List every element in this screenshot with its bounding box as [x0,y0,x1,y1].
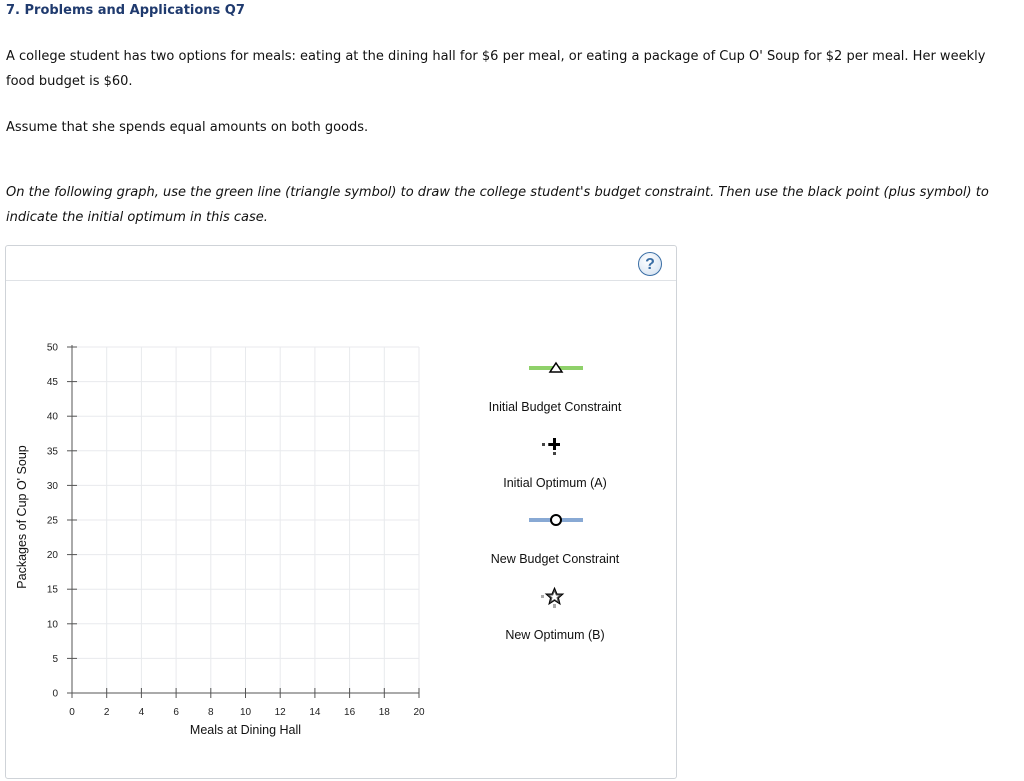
y-tick-label: 20 [46,550,58,562]
legend-item-initial-optimum[interactable] [539,435,565,457]
y-tick-label: 0 [52,688,58,700]
y-tick-label: 5 [52,653,58,665]
y-tick-label: 45 [46,377,58,389]
help-icon[interactable]: ? [638,252,662,276]
problem-text: A college student has two options for meals: eating at the dining hall for $6 per meal, or eating a package of Cup O' Soup for $2 per meal. Her weekly food budget is $60. [6,49,986,89]
y-tick-label: 10 [46,619,58,631]
graph-panel [5,245,677,779]
x-tick-label: 14 [309,707,321,718]
x-tick-label: 0 [69,707,75,718]
y-tick-label: 15 [46,584,58,596]
legend-item-new-budget[interactable] [529,512,583,528]
question-title: 7. Problems and Applications Q7 [6,3,245,18]
legend-item-new-optimum[interactable] [539,586,565,610]
y-tick-label: 40 [46,411,58,423]
x-tick-label: 4 [138,707,145,718]
circle-icon [529,512,583,528]
x-tick-label: 12 [274,707,286,718]
y-tick-label: 35 [46,446,58,458]
legend-label-initial-optimum: Initial Optimum (A) [503,476,607,490]
legend-label-new-budget: New Budget Constraint [490,552,620,566]
triangle-icon [529,360,583,376]
plus-icon [539,435,565,457]
x-axis-label: Meals at Dining Hall [189,723,302,737]
x-tick-label: 8 [208,707,214,718]
x-tick-label: 2 [103,707,110,718]
y-tick-label: 30 [46,480,58,492]
legend-label-initial-budget: Initial Budget Constraint [488,400,622,414]
x-tick-label: 18 [378,707,390,718]
legend-item-initial-budget[interactable] [529,360,583,376]
x-tick-label: 20 [413,707,425,718]
x-tick-label: 10 [239,707,252,718]
y-tick-label: 25 [46,515,58,527]
x-tick-label: 6 [173,707,179,718]
star-icon [539,586,565,610]
legend-label-new-optimum: New Optimum (B) [505,628,605,642]
assumption-text: Assume that she spends equal amounts on both goods. [6,120,369,135]
y-axis-label: Packages of Cup O' Soup [15,445,29,589]
y-tick-label: 50 [46,342,58,354]
x-tick-label: 16 [344,707,356,718]
instruction-text: On the following graph, use the green line (triangle symbol) to draw the college student's budget constraint. Then use the black point (plus symbol) to indicate the initial optimum in this case. [6,185,989,225]
